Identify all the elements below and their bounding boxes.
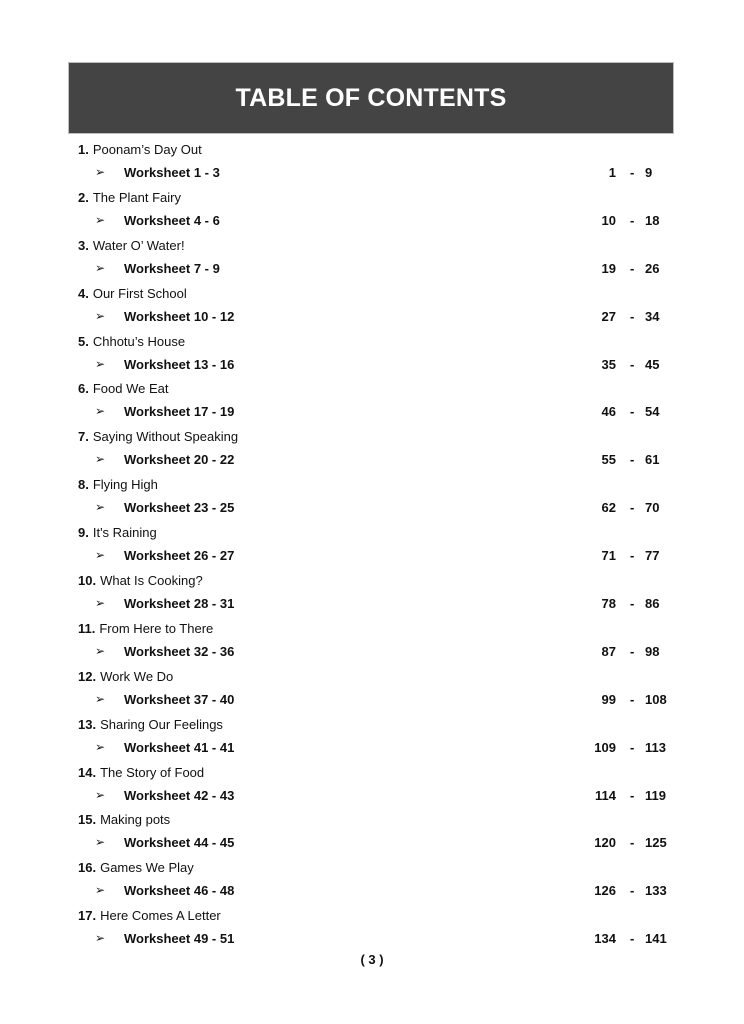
chapter-title: Flying High (92, 477, 158, 493)
chapter-title-line (78, 286, 187, 301)
worksheet-line (0, 644, 744, 662)
worksheet-label: Worksheet 10 - 12 (124, 308, 235, 324)
worksheet-line (0, 404, 744, 422)
page-range-dash: - (630, 883, 635, 899)
chapter-title: The Story of Food (100, 764, 205, 780)
page-end: 45 (645, 356, 660, 372)
arrow-bullet-icon: ➢ (95, 835, 106, 850)
page-start: 46 (601, 404, 616, 420)
page-range-dash: - (630, 404, 635, 420)
toc-chapter (0, 186, 744, 234)
chapter-title: The Plant Fairy (92, 189, 181, 205)
chapter-title-line (78, 334, 185, 349)
arrow-bullet-icon: ➢ (95, 883, 106, 898)
page-range-dash: - (630, 931, 635, 947)
chapter-title-line (78, 525, 157, 540)
arrow-bullet-icon: ➢ (95, 691, 106, 706)
arrow-bullet-icon: ➢ (95, 260, 106, 275)
chapter-title-line (78, 477, 158, 492)
page-start: 10 (601, 212, 616, 228)
chapter-number: 13. (78, 716, 97, 732)
page-end: 9 (645, 165, 653, 180)
toc-chapter (0, 617, 744, 665)
page-range-dash: - (630, 356, 635, 372)
toc-chapter (0, 665, 744, 713)
worksheet-label: Worksheet 23 - 25 (124, 500, 235, 516)
chapter-title-line (78, 908, 221, 923)
page-start: 78 (601, 596, 616, 612)
arrow-bullet-icon: ➢ (95, 356, 106, 371)
worksheet-line (0, 261, 744, 279)
chapter-title-line (78, 669, 173, 684)
worksheet-line (0, 835, 744, 853)
page-end: 125 (645, 835, 667, 851)
chapter-number: 3. (78, 237, 89, 253)
chapter-number: 4. (78, 285, 89, 301)
page-range-dash: - (630, 691, 635, 707)
page-end: 86 (645, 596, 660, 612)
page-end: 113 (645, 739, 666, 755)
page-end: 26 (645, 260, 660, 276)
chapter-title: What Is Cooking? (100, 573, 203, 589)
page-end: 18 (645, 212, 660, 228)
toc-chapter (0, 521, 744, 569)
chapter-title-line (78, 381, 168, 396)
worksheet-line (0, 788, 744, 806)
chapter-title: Food We Eat (92, 381, 169, 397)
page-start: 55 (601, 452, 616, 468)
chapter-title-line (78, 621, 213, 636)
chapter-title: Games We Play (100, 860, 194, 876)
chapter-title: Chhotu’s House (92, 333, 186, 349)
toc-chapter (0, 425, 744, 473)
page-range-dash: - (630, 548, 635, 564)
chapter-title: From Here to There (99, 620, 214, 636)
toc-list (0, 138, 744, 952)
worksheet-label: Worksheet 26 - 27 (124, 548, 235, 564)
chapter-title-line (78, 812, 170, 827)
page-end: 70 (645, 500, 660, 516)
page-title: TABLE OF CONTENTS (235, 83, 507, 112)
worksheet-line (0, 883, 744, 901)
worksheet-label: Worksheet 32 - 36 (124, 643, 235, 659)
worksheet-label: Worksheet 1 - 3 (124, 165, 220, 180)
worksheet-line (0, 165, 744, 183)
page-start: 126 (594, 883, 616, 899)
page-end: 34 (645, 308, 660, 324)
page-range-dash: - (630, 739, 635, 755)
chapter-number: 11. (78, 620, 96, 636)
worksheet-label: Worksheet 13 - 16 (124, 356, 235, 372)
worksheet-line (0, 452, 744, 470)
worksheet-line (0, 357, 744, 375)
chapter-number: 9. (78, 525, 89, 541)
chapter-title-line (78, 765, 204, 780)
chapter-number: 17. (78, 908, 97, 924)
toc-chapter (0, 713, 744, 761)
worksheet-label: Worksheet 28 - 31 (124, 596, 235, 612)
arrow-bullet-icon: ➢ (95, 212, 106, 227)
page-range-dash: - (630, 452, 635, 468)
worksheet-line (0, 213, 744, 231)
chapter-title: Sharing Our Feelings (100, 716, 223, 732)
chapter-title-line (78, 573, 203, 588)
toc-chapter (0, 856, 744, 904)
chapter-title-line (78, 429, 238, 444)
worksheet-line (0, 740, 744, 758)
page-start: 87 (601, 643, 616, 659)
page-range-dash: - (630, 596, 635, 612)
worksheet-label: Worksheet 42 - 43 (124, 787, 235, 803)
arrow-bullet-icon: ➢ (95, 739, 106, 754)
page-start: 134 (594, 931, 616, 947)
chapter-title: Here Comes A Letter (100, 908, 221, 924)
arrow-bullet-icon: ➢ (95, 165, 106, 179)
chapter-title-line (78, 717, 223, 732)
page-number: ( 3 ) (360, 952, 384, 967)
chapter-number: 15. (78, 812, 97, 828)
page-end: 133 (645, 883, 667, 899)
toc-chapter (0, 761, 744, 809)
toc-chapter (0, 377, 744, 425)
chapter-title: Saying Without Speaking (92, 429, 239, 445)
chapter-title-line (78, 860, 194, 875)
page-range-dash: - (630, 308, 635, 324)
arrow-bullet-icon: ➢ (95, 643, 106, 658)
worksheet-line (0, 548, 744, 566)
page-range-dash: - (630, 835, 635, 851)
page-end: 61 (645, 452, 660, 468)
page-range-dash: - (630, 643, 635, 659)
worksheet-line (0, 692, 744, 710)
worksheet-label: Worksheet 37 - 40 (124, 691, 235, 707)
chapter-number: 12. (78, 668, 97, 684)
page-end: 108 (645, 691, 667, 707)
chapter-number: 14. (78, 764, 97, 780)
chapter-title-line (78, 238, 185, 253)
chapter-number: 16. (78, 860, 97, 876)
toc-chapter (0, 330, 744, 378)
page-start: 27 (601, 308, 616, 324)
toc-header-banner (68, 62, 674, 134)
toc-chapter (0, 904, 744, 952)
page-start: 19 (601, 260, 616, 276)
page-end: 54 (645, 404, 660, 420)
page-start: 35 (601, 356, 616, 372)
page-range-dash: - (630, 787, 635, 803)
page-start: 99 (601, 691, 616, 707)
page-range-dash: - (630, 212, 635, 228)
worksheet-label: Worksheet 41 - 41 (124, 739, 235, 755)
arrow-bullet-icon: ➢ (95, 308, 106, 323)
arrow-bullet-icon: ➢ (95, 548, 106, 563)
worksheet-label: Worksheet 49 - 51 (124, 931, 235, 947)
arrow-bullet-icon: ➢ (95, 500, 106, 515)
chapter-title: It's Raining (92, 525, 157, 541)
toc-chapter (0, 569, 744, 617)
worksheet-label: Worksheet 4 - 6 (124, 212, 220, 228)
chapter-number: 6. (78, 381, 89, 397)
toc-chapter (0, 808, 744, 856)
chapter-title-line (78, 190, 181, 205)
toc-chapter (0, 234, 744, 282)
chapter-title: Making pots (100, 812, 171, 828)
worksheet-line (0, 596, 744, 614)
page-start: 1 (608, 165, 616, 180)
page-end: 98 (645, 643, 660, 659)
chapter-number: 8. (78, 477, 89, 493)
page-start: 71 (601, 548, 616, 564)
worksheet-label: Worksheet 17 - 19 (124, 404, 235, 420)
page-range-dash: - (630, 165, 635, 180)
chapter-number: 1. (78, 142, 89, 157)
chapter-number: 7. (78, 429, 89, 445)
toc-chapter (0, 473, 744, 521)
page-range-dash: - (630, 500, 635, 516)
page-end: 141 (645, 931, 667, 947)
arrow-bullet-icon: ➢ (95, 404, 106, 419)
page-range-dash: - (630, 260, 635, 276)
worksheet-label: Worksheet 20 - 22 (124, 452, 235, 468)
toc-chapter (0, 282, 744, 330)
chapter-title: Work We Do (100, 668, 174, 684)
chapter-title-line (78, 142, 202, 157)
chapter-number: 10. (78, 573, 97, 589)
page-start: 114 (595, 787, 616, 803)
worksheet-line (0, 309, 744, 327)
page-start: 120 (594, 835, 616, 851)
page-start: 109 (594, 739, 616, 755)
worksheet-label: Worksheet 7 - 9 (124, 260, 220, 276)
worksheet-line (0, 931, 744, 949)
chapter-title: Our First School (92, 285, 187, 301)
arrow-bullet-icon: ➢ (95, 596, 106, 611)
arrow-bullet-icon: ➢ (95, 787, 106, 802)
arrow-bullet-icon: ➢ (95, 931, 106, 946)
chapter-title: Water O’ Water! (92, 237, 185, 253)
arrow-bullet-icon: ➢ (95, 452, 106, 467)
worksheet-label: Worksheet 46 - 48 (124, 883, 235, 899)
page-end: 119 (645, 787, 666, 803)
page-end: 77 (645, 548, 660, 564)
page-start: 62 (601, 500, 616, 516)
chapter-number: 2. (78, 189, 89, 205)
chapter-number: 5. (78, 333, 89, 349)
worksheet-line (0, 500, 744, 518)
toc-chapter (0, 138, 744, 186)
chapter-title: Poonam’s Day Out (92, 142, 202, 157)
worksheet-label: Worksheet 44 - 45 (124, 835, 235, 851)
